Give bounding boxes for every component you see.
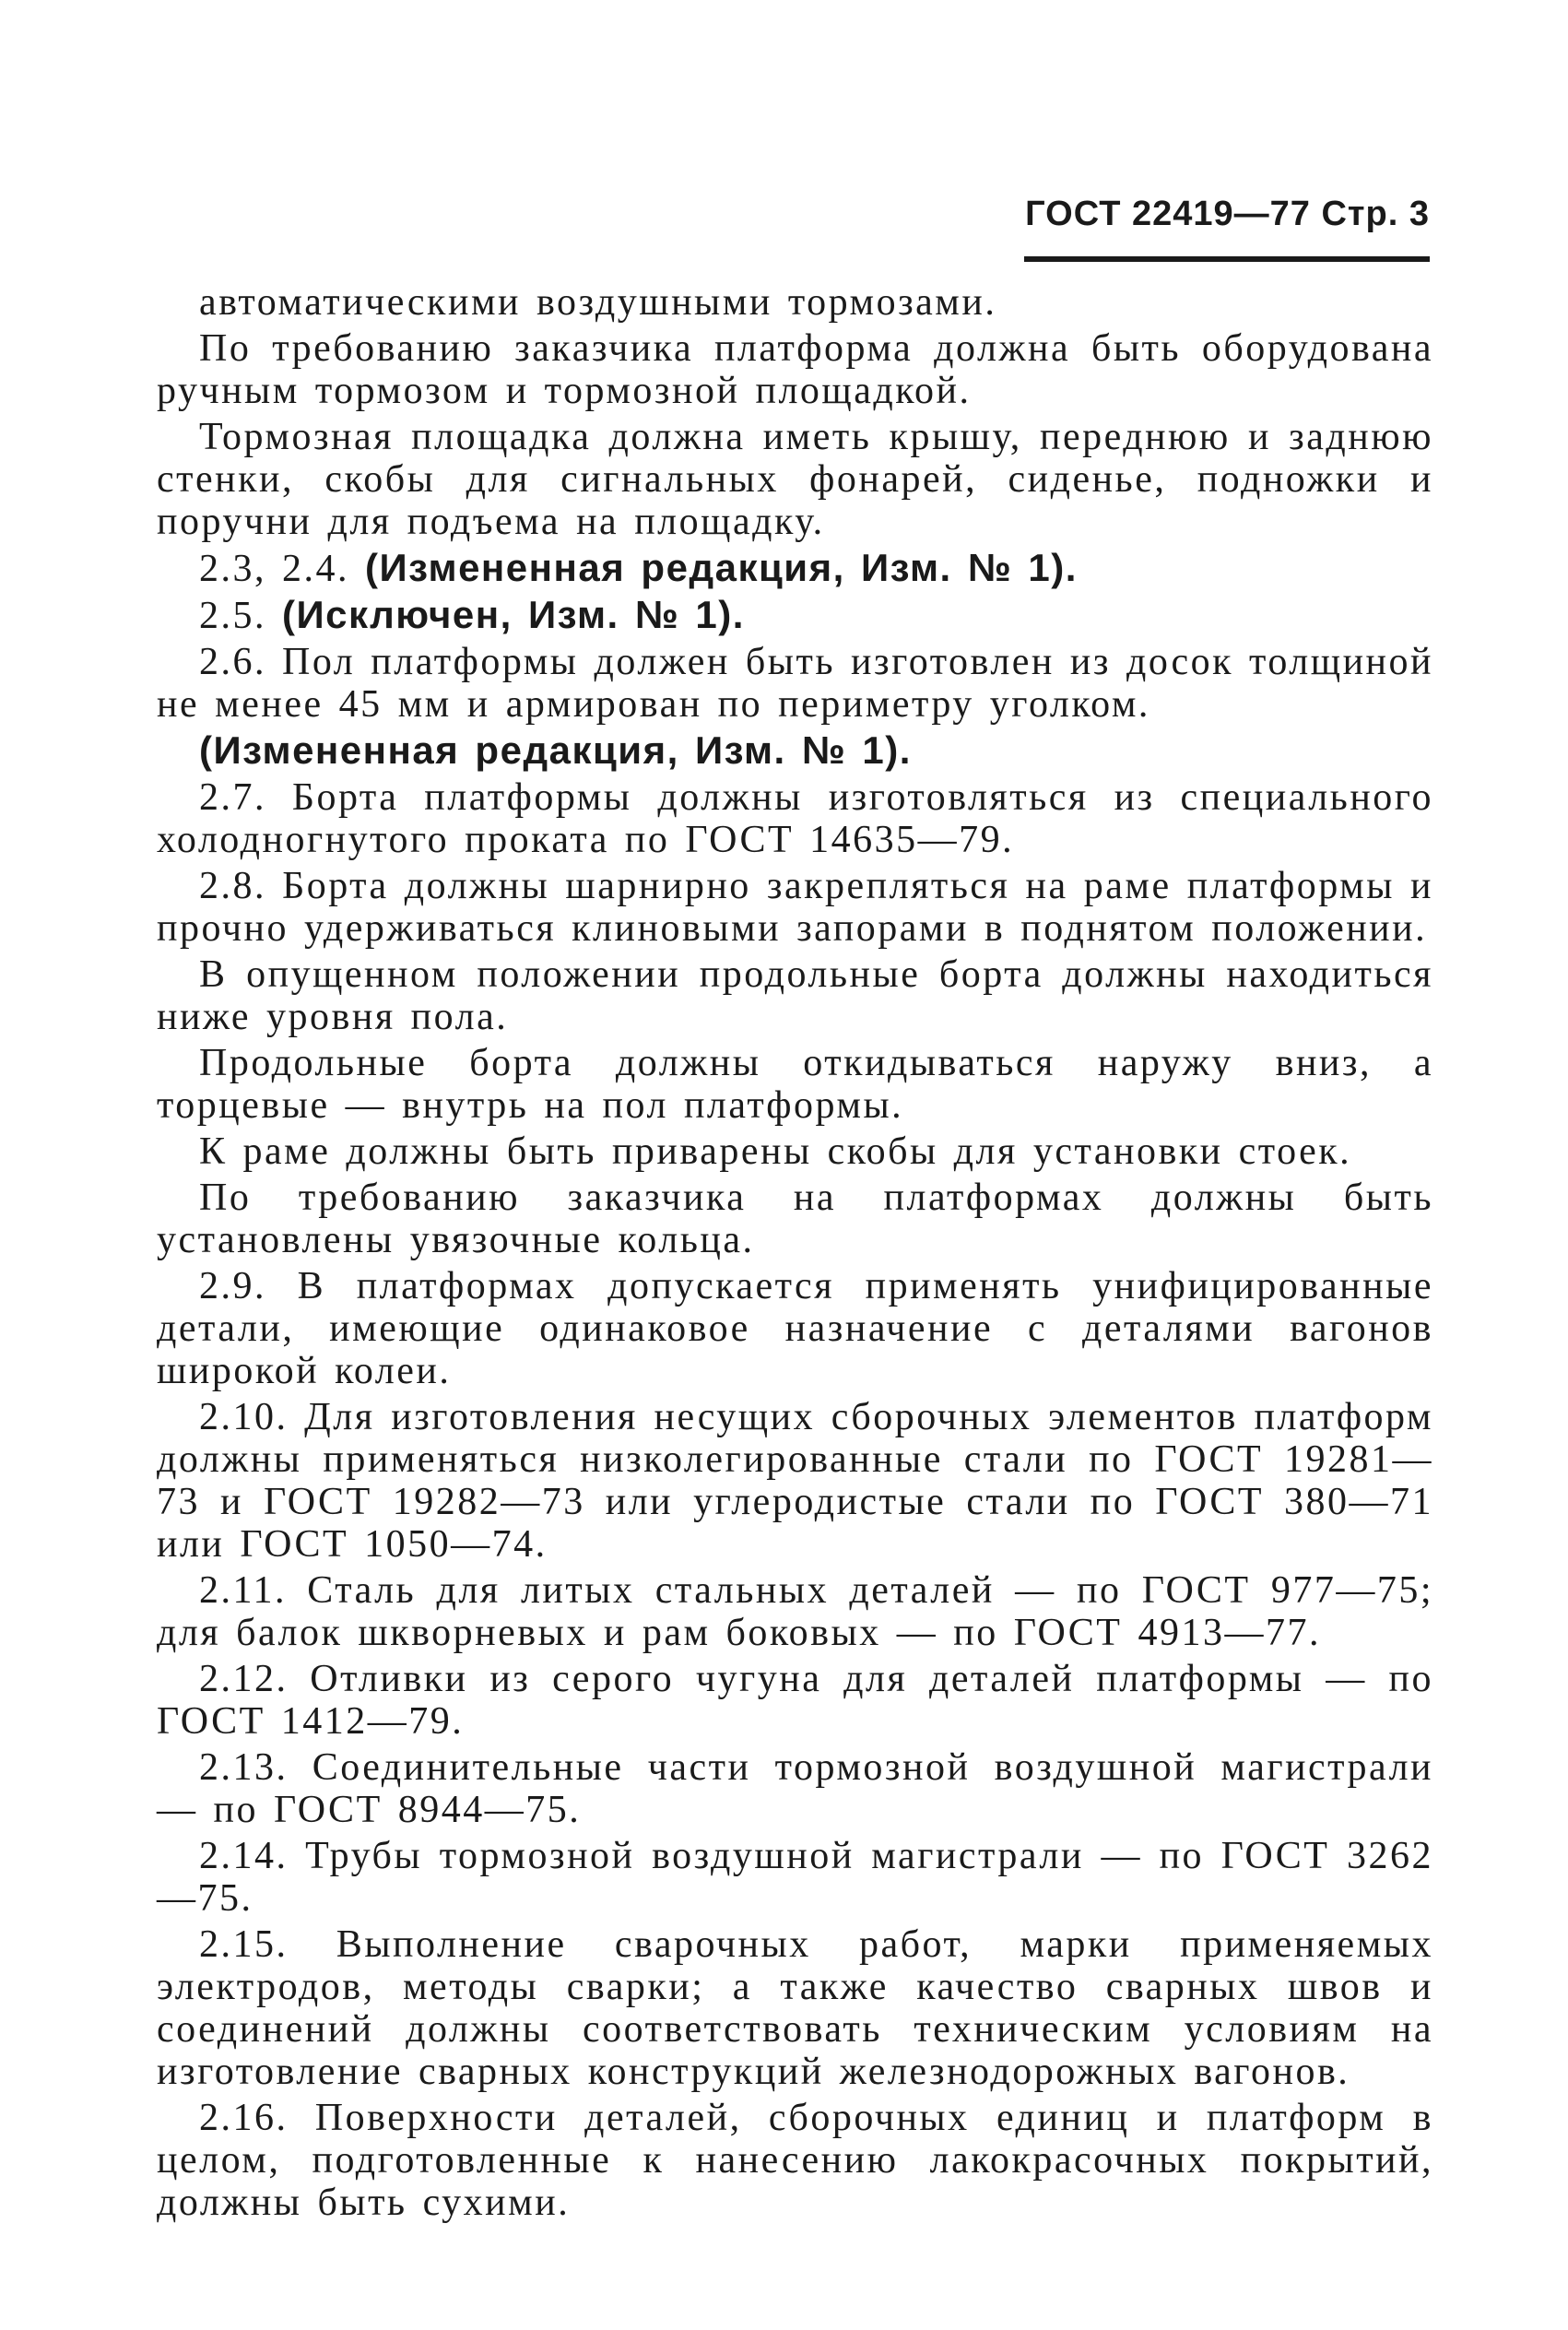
paragraph: 2.15. Выполнение сварочных работ, марки применяемых электродов, методы сварки; а также качество сварных швов и соединений должны соответствовать техническим условиям на изготовление сварных конструкций железнодорожных вагонов.	[157, 1923, 1433, 2093]
paragraph: 2.14. Трубы тормозной воздушной магистрали — по ГОСТ 3262—75.	[157, 1835, 1433, 1920]
paragraph: 2.16. Поверхности деталей, сборочных единиц и платформ в целом, подготовленные к нанесению лакокрасочных покрытий, должны быть сухими.	[157, 2097, 1433, 2224]
paragraph: 2.10. Для изготовления несущих сборочных элементов платформ должны применяться низколегированные стали по ГОСТ 19281—73 и ГОСТ 19282—73 или углеродистые стали по ГОСТ 380—71 или ГОСТ 1050—74.	[157, 1396, 1433, 1566]
paragraph: 2.13. Соединительные части тормозной воздушной магистрали — по ГОСТ 8944—75.	[157, 1746, 1433, 1831]
paragraph: К раме должны быть приварены скобы для установки стоек.	[199, 1130, 1352, 1173]
paragraph: В опущенном положении продольные борта должны находиться ниже уровня пола.	[157, 953, 1433, 1038]
paragraph: 2.11. Сталь для литых стальных деталей — по ГОСТ 977—75; для балок шкворневых и рам боковых — по ГОСТ 4913—77.	[157, 1569, 1433, 1654]
paragraph: По требованию заказчика на платформах должны быть установлены увязочные кольца.	[157, 1177, 1433, 1261]
paragraph: По требованию заказчика платформа должна быть оборудована ручным тормозом и тормозной площадкой.	[157, 327, 1433, 412]
header-rule	[1024, 256, 1430, 262]
paragraph: Продольные борта должны откидываться наружу вниз, а торцевые — внутрь на пол платформы.	[157, 1042, 1433, 1127]
amendment-label: (Измененная редакция, Изм. № 1).	[199, 728, 912, 772]
paragraph: 2.9. В платформах допускается применять унифицированные детали, имеющие одинаковое назначение с деталями вагонов широкой колеи.	[157, 1265, 1433, 1392]
page-header-title: ГОСТ 22419—77 Стр. 3	[1025, 195, 1430, 233]
amendment-note-2-5	[157, 594, 1433, 637]
paragraph: автоматическими воздушными тормозами.	[199, 281, 997, 324]
amendment-note-2-3	[157, 547, 1433, 590]
paragraph: Тормозная площадка должна иметь крышу, переднюю и заднюю стенки, скобы для сигнальных фонарей, сиденье, подножки и поручни для подъема на площадку.	[157, 416, 1433, 543]
paragraph: 2.6. Пол платформы должен быть изготовлен из досок толщиной не менее 45 мм и армирован по периметру уголком.	[157, 641, 1433, 726]
paragraph: 2.12. Отливки из серого чугуна для деталей платформы — по ГОСТ 1412—79.	[157, 1658, 1433, 1743]
clause-number: 2.3, 2.4.	[199, 548, 365, 590]
paragraph: 2.8. Борта должны шарнирно закрепляться на раме платформы и прочно удерживаться клиновыми запорами в поднятом положении.	[157, 865, 1433, 950]
amendment-note-2-6	[157, 729, 1433, 773]
excluded-label: (Исключен, Изм. № 1).	[282, 593, 745, 636]
amendment-label: (Измененная редакция, Изм. № 1).	[365, 546, 1078, 589]
paragraph: 2.7. Борта платформы должны изготовляться из специального холодногнутого проката по ГОСТ 14635—79.	[157, 776, 1433, 861]
clause-number: 2.5.	[199, 595, 282, 637]
document-body	[157, 281, 1433, 2228]
page-header	[1024, 194, 1430, 262]
